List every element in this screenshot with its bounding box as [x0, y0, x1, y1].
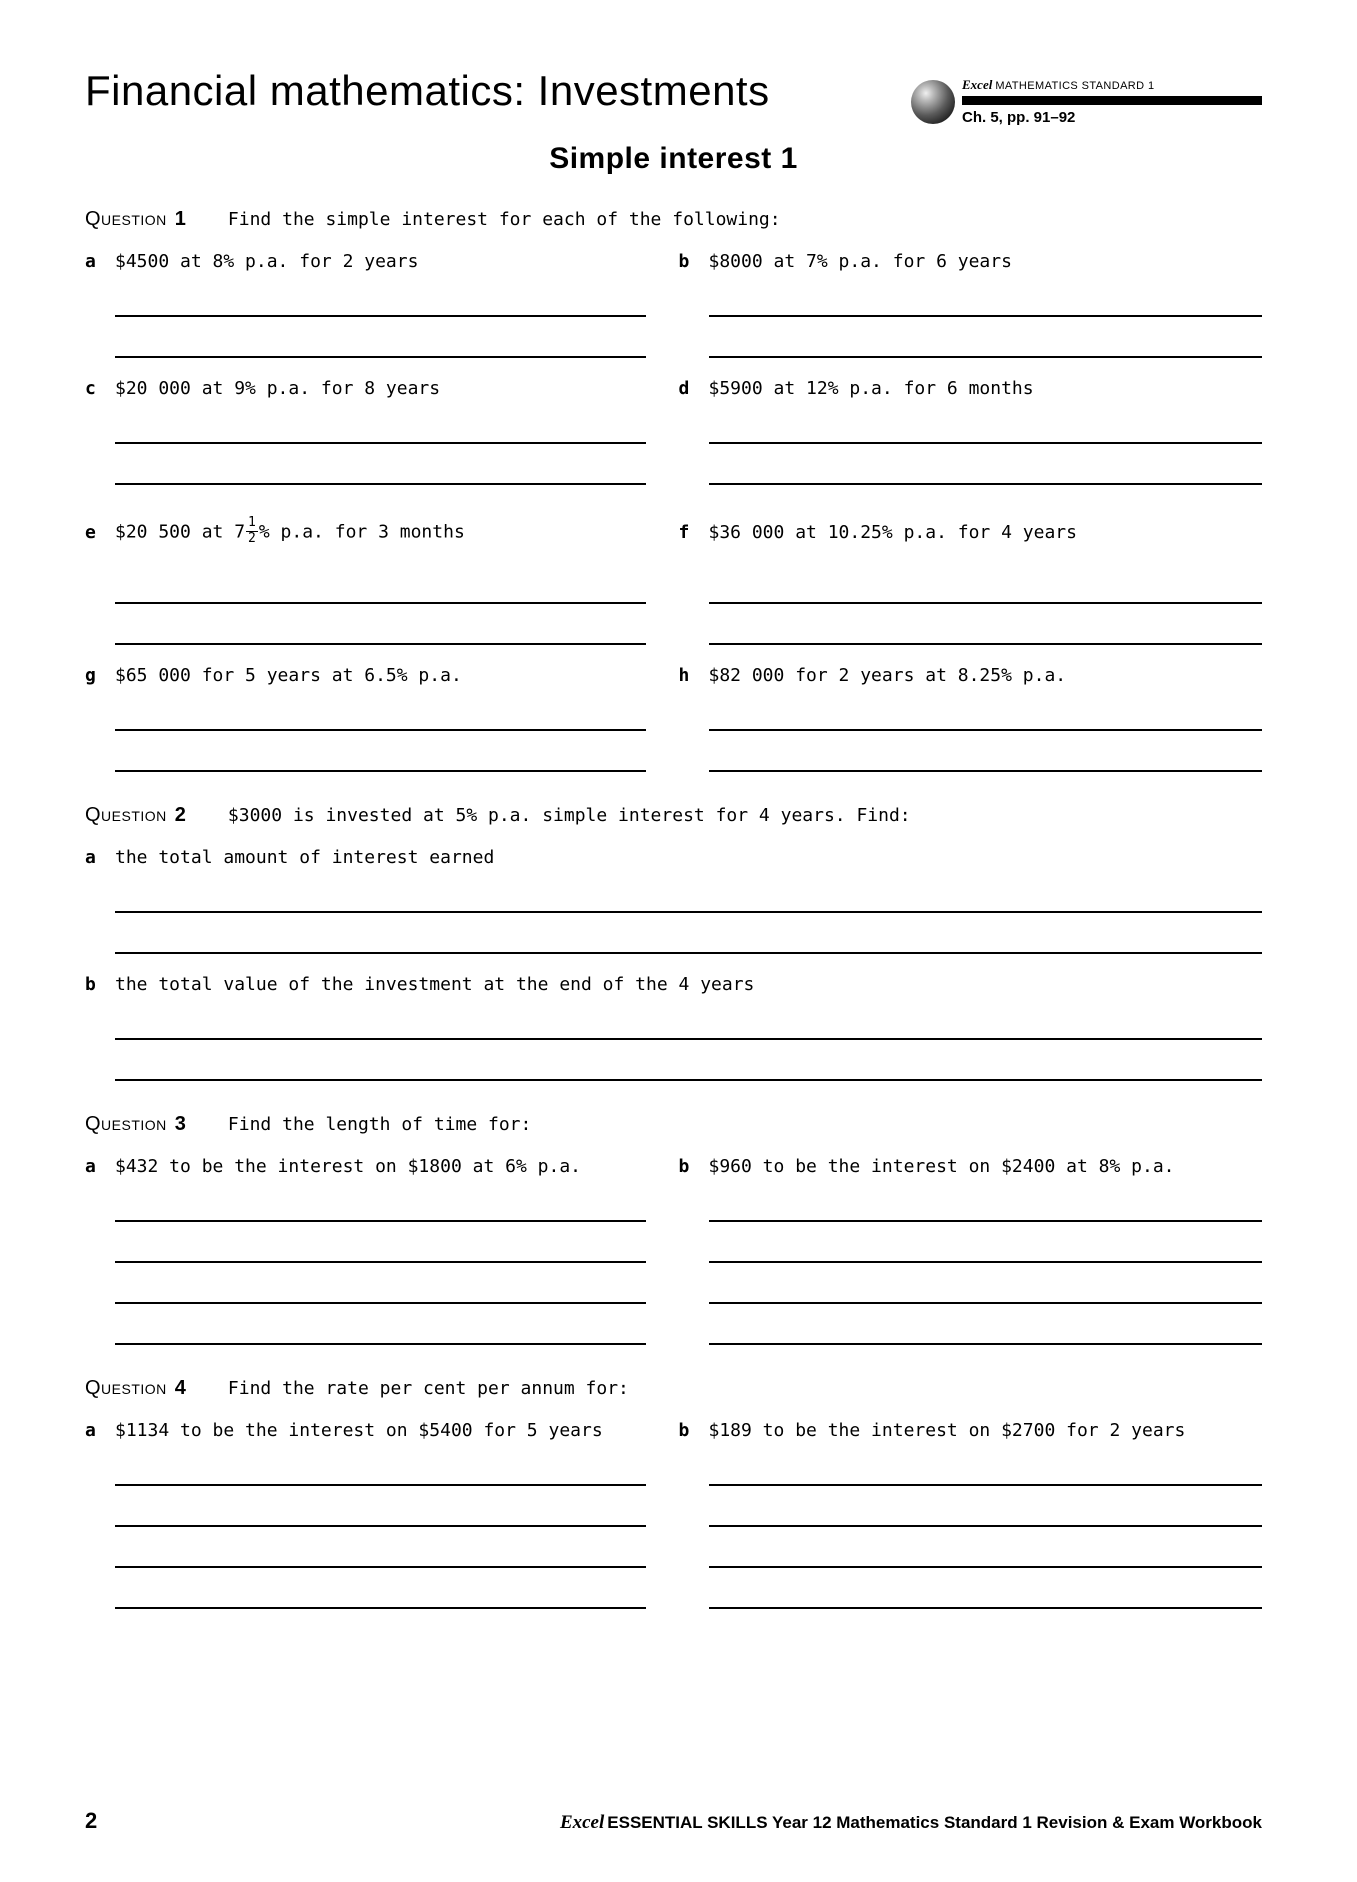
question-label: Question: [85, 208, 167, 230]
q1-row-ef: [85, 505, 1262, 645]
q1-part-d: [674, 378, 1263, 485]
q4-row-ab: [85, 1420, 1262, 1609]
question-4-section: [85, 1377, 1262, 1609]
answer-line: [115, 444, 646, 485]
q1-part-e: [85, 505, 674, 645]
question-label: Question: [85, 1113, 167, 1135]
answer-line: [709, 563, 1263, 604]
question-2-header: [85, 804, 1262, 827]
answer-line: [709, 1527, 1263, 1568]
part-letter: b: [678, 1420, 690, 1441]
question-2-section: [85, 804, 1262, 1081]
answer-line: [709, 690, 1263, 731]
part-letter: f: [678, 521, 690, 543]
part-text: $1134 to be the interest on $5400 for 5 years: [115, 1420, 603, 1441]
q2-part-b: [85, 974, 1262, 1081]
question-number: 2: [174, 804, 186, 826]
worksheet-title: Simple interest 1: [549, 142, 798, 175]
part-letter: d: [678, 378, 690, 399]
part-letter: a: [85, 1420, 96, 1441]
badge-series-line: [962, 77, 1262, 93]
q4-part-b: [674, 1420, 1263, 1609]
part-letter: c: [85, 378, 96, 399]
answer-line: [115, 999, 1262, 1040]
answer-line: [115, 1304, 646, 1345]
part-text: $65 000 for 5 years at 6.5% p.a.: [115, 665, 462, 686]
part-text: $5900 at 12% p.a. for 6 months: [708, 378, 1034, 399]
part-text: the total amount of interest earned: [115, 847, 495, 868]
q1-part-a: [85, 251, 674, 358]
part-letter: a: [85, 847, 96, 868]
q1-part-b: [674, 251, 1263, 358]
part-letter: e: [85, 521, 96, 543]
answer-line: [709, 604, 1263, 645]
answer-line: [115, 690, 646, 731]
question-label: Question: [85, 804, 167, 826]
answer-line: [115, 563, 646, 604]
answer-line: [115, 1222, 646, 1263]
badge-brand: Excel: [962, 77, 993, 92]
part-text: $36 000 at 10.25% p.a. for 4 years: [708, 521, 1077, 543]
question-prompt: Find the length of time for:: [227, 1114, 532, 1135]
answer-line: [115, 1445, 646, 1486]
answer-line: [709, 403, 1263, 444]
q3-row-ab: [85, 1156, 1262, 1345]
question-1-section: [85, 208, 1262, 772]
q1-row-ab: [85, 251, 1262, 358]
question-prompt: $3000 is invested at 5% p.a. simple interest for 4 years. Find:: [227, 805, 911, 826]
question-4-header: [85, 1377, 1262, 1400]
badge-divider-bar: [962, 96, 1262, 105]
fraction: $\frac{1}{2}$: [248, 514, 256, 546]
q1-row-cd: [85, 378, 1262, 485]
footer-brand: Excel: [559, 1812, 605, 1833]
footer-book-title: Excel ESSENTIAL SKILLS Year 12 Mathematics Standard 1 Revision & Exam Workbook: [559, 1812, 1262, 1833]
answer-line: [115, 913, 1262, 954]
answer-line: [115, 276, 646, 317]
part-letter: a: [85, 1156, 96, 1177]
part-text: $960 to be the interest on $2400 at 8% p.a.: [708, 1156, 1175, 1177]
q1-part-f: [674, 505, 1263, 645]
answer-line: [709, 1568, 1263, 1609]
answer-line: [115, 1263, 646, 1304]
answer-line: [709, 731, 1263, 772]
badge-chapter: Ch. 5, pp. 91–92: [962, 109, 1076, 126]
q1-part-h: [674, 665, 1263, 772]
question-prompt: Find the simple interest for each of the following:: [227, 209, 781, 230]
answer-line: [115, 1181, 646, 1222]
question-number: 3: [174, 1113, 186, 1135]
question-label: Question: [85, 1377, 167, 1399]
part-text: $189 to be the interest on $2700 for 2 years: [708, 1420, 1186, 1441]
q1-part-g: [85, 665, 674, 772]
page-header: [85, 55, 1262, 126]
question-prompt: Find the rate per cent per annum for:: [227, 1378, 629, 1399]
question-3-section: [85, 1113, 1262, 1345]
answer-line: [115, 1486, 646, 1527]
answer-line: [115, 403, 646, 444]
q1-part-c: [85, 378, 674, 485]
q3-part-b: [674, 1156, 1263, 1345]
part-text: $8000 at 7% p.a. for 6 years: [708, 251, 1012, 272]
question-3-header: [85, 1113, 1262, 1136]
answer-line: [115, 872, 1262, 913]
question-number: 1: [174, 208, 186, 230]
answer-line: [709, 1304, 1263, 1345]
q2-part-a: [85, 847, 1262, 954]
part-letter: g: [85, 665, 96, 686]
question-1-header: [85, 208, 1262, 231]
page-footer: [85, 1808, 1262, 1834]
q4-part-a: [85, 1420, 674, 1609]
part-text: $432 to be the interest on $1800 at 6% p.a.: [115, 1156, 581, 1177]
part-text: $20 500 at 7 $\frac{1}{2}$ % p.a. for 3 months: [115, 514, 465, 546]
badge-text: [962, 77, 1262, 126]
answer-line: [115, 317, 646, 358]
answer-line: [115, 1527, 646, 1568]
excel-badge: [911, 77, 1262, 126]
part-letter: a: [85, 251, 96, 272]
answer-line: [709, 1445, 1263, 1486]
answer-line: [115, 604, 646, 645]
q1-row-gh: [85, 665, 1262, 772]
answer-line: [709, 1486, 1263, 1527]
question-number: 4: [174, 1377, 186, 1399]
part-letter: b: [678, 1156, 690, 1177]
part-text: the total value of the investment at the end of the 4 years: [115, 974, 755, 995]
answer-line: [709, 1222, 1263, 1263]
part-text: $4500 at 8% p.a. for 2 years: [115, 251, 419, 272]
page-heading: Financial mathematics: Investments: [85, 67, 770, 114]
answer-line: [709, 317, 1263, 358]
page-number: 2: [85, 1808, 98, 1833]
answer-line: [115, 1040, 1262, 1081]
q3-part-a: [85, 1156, 674, 1345]
part-text: $20 000 at 9% p.a. for 8 years: [115, 378, 441, 399]
answer-line: [709, 444, 1263, 485]
part-letter: b: [678, 251, 690, 272]
part-letter: h: [678, 665, 690, 686]
answer-line: [709, 1263, 1263, 1304]
part-letter: b: [85, 974, 96, 995]
answer-line: [115, 731, 646, 772]
sphere-logo-icon: [911, 80, 955, 124]
part-text: $82 000 for 2 years at 8.25% p.a.: [708, 665, 1067, 686]
answer-line: [709, 1181, 1263, 1222]
badge-series: MATHEMATICS STANDARD 1: [995, 80, 1155, 92]
answer-line: [115, 1568, 646, 1609]
answer-line: [709, 276, 1263, 317]
